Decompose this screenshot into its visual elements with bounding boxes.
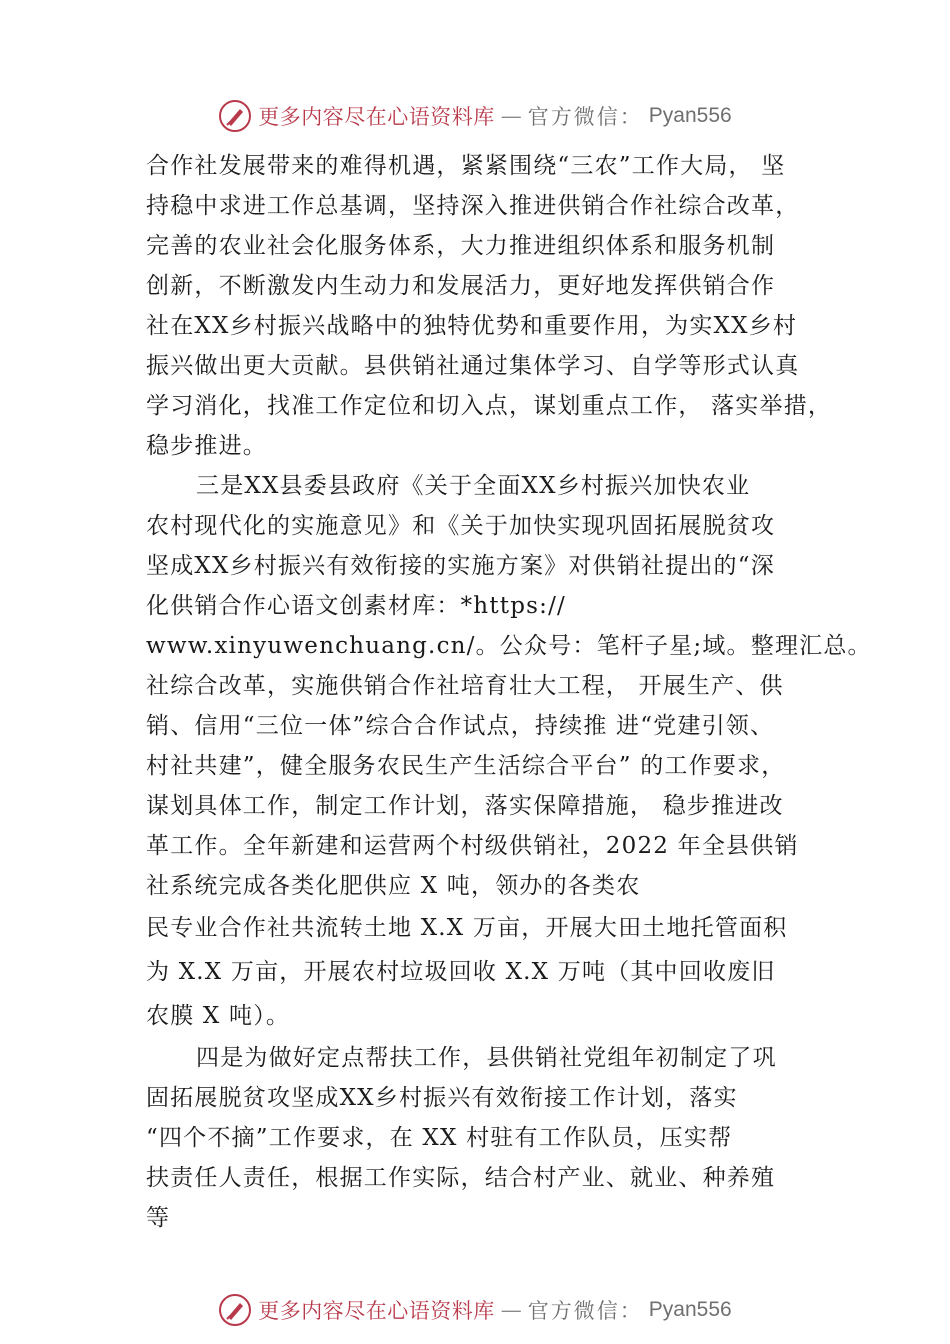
text-line: 谋划具体工作，制定工作计划，落实保障措施， 稳步推进改 bbox=[146, 793, 784, 819]
watermark-label: 官方微信： bbox=[527, 105, 643, 129]
text-line: 社在XX乡村振兴战略中的独特优势和重要作用，为实XX乡村 bbox=[146, 313, 798, 339]
watermark-wechat-id: Pyan556 bbox=[648, 1298, 732, 1321]
footer-watermark bbox=[0, 1290, 950, 1330]
pen-nib-icon bbox=[218, 99, 252, 133]
watermark-wechat-id: Pyan556 bbox=[648, 104, 732, 127]
text-line: 化供销合作心语文创素材库：*https:// bbox=[146, 593, 566, 619]
text-line: 社综合改革，实施供销合作社培育壮大工程， 开展生产、供 bbox=[146, 673, 784, 699]
text-line: 学习消化，找准工作定位和切入点，谋划重点工作， 落实举措， bbox=[146, 393, 833, 419]
watermark-dash: — bbox=[500, 1298, 522, 1322]
text-line: 等 bbox=[146, 1205, 171, 1231]
header-watermark bbox=[0, 96, 950, 136]
text-line: 合作社发展带来的难得机遇，紧紧围绕“三农”工作大局， 坚 bbox=[146, 153, 786, 179]
text-line: 坚成XX乡村振兴有效衔接的实施方案》对供销社提出的“深 bbox=[146, 553, 775, 579]
text-line: 民专业合作社共流转土地 X.X 万亩，开展大田土地托管面积 bbox=[146, 915, 788, 941]
text-line: 革工作。全年新建和运营两个村级供销社，2022 年全县供销 bbox=[146, 833, 799, 859]
text-line: 持稳中求进工作总基调，坚持深入推进供销合作社综合改革， bbox=[146, 193, 800, 219]
text-line: 农膜 X 吨）。 bbox=[146, 1003, 291, 1029]
text-line: 销、信用“三位一体”综合合作试点，持续推 进“党建引领、 bbox=[146, 713, 775, 739]
text-line: “四个不摘”工作要求，在 XX 村驻有工作队员，压实帮 bbox=[146, 1125, 733, 1151]
text-line: 村社共建”，健全服务农民生产生活综合平台” 的工作要求， bbox=[146, 753, 786, 779]
watermark-dash: — bbox=[500, 104, 522, 128]
text-line: www.xinyuwenchuang.cn/。公众号：笔杆子星;域。整理汇总。 bbox=[146, 633, 872, 659]
text-line: 为 X.X 万亩，开展农村垃圾回收 X.X 万吨（其中回收废旧 bbox=[146, 959, 776, 985]
text-line: 扶责任人责任，根据工作实际，结合村产业、就业、种养殖 bbox=[146, 1165, 776, 1191]
paragraph-start-line: 三是XX县委县政府《关于全面XX乡村振兴加快农业 bbox=[196, 473, 751, 499]
text-line: 社系统完成各类化肥供应 X 吨，领办的各类农 bbox=[146, 873, 641, 899]
text-line: 农村现代化的实施意见》和《关于加快实现巩固拓展脱贫攻 bbox=[146, 513, 776, 539]
watermark-brand: 更多内容尽在心语资料库 bbox=[258, 105, 495, 129]
text-line: 完善的农业社会化服务体系，大力推进组织体系和服务机制 bbox=[146, 233, 776, 259]
text-line: 创新，不断激发内生动力和发展活力，更好地发挥供销合作 bbox=[146, 273, 776, 299]
watermark-label: 官方微信： bbox=[527, 1299, 643, 1323]
pen-nib-icon bbox=[218, 1293, 252, 1327]
document-body bbox=[146, 146, 872, 1238]
watermark-brand: 更多内容尽在心语资料库 bbox=[258, 1299, 495, 1323]
text-line: 振兴做出更大贡献。县供销社通过集体学习、自学等形式认真 bbox=[146, 353, 800, 379]
paragraph-start-line: 四是为做好定点帮扶工作，县供销社党组年初制定了巩 bbox=[196, 1045, 777, 1071]
text-line: 稳步推进。 bbox=[146, 433, 267, 459]
text-line: 固拓展脱贫攻坚成XX乡村振兴有效衔接工作计划，落实 bbox=[146, 1085, 738, 1111]
